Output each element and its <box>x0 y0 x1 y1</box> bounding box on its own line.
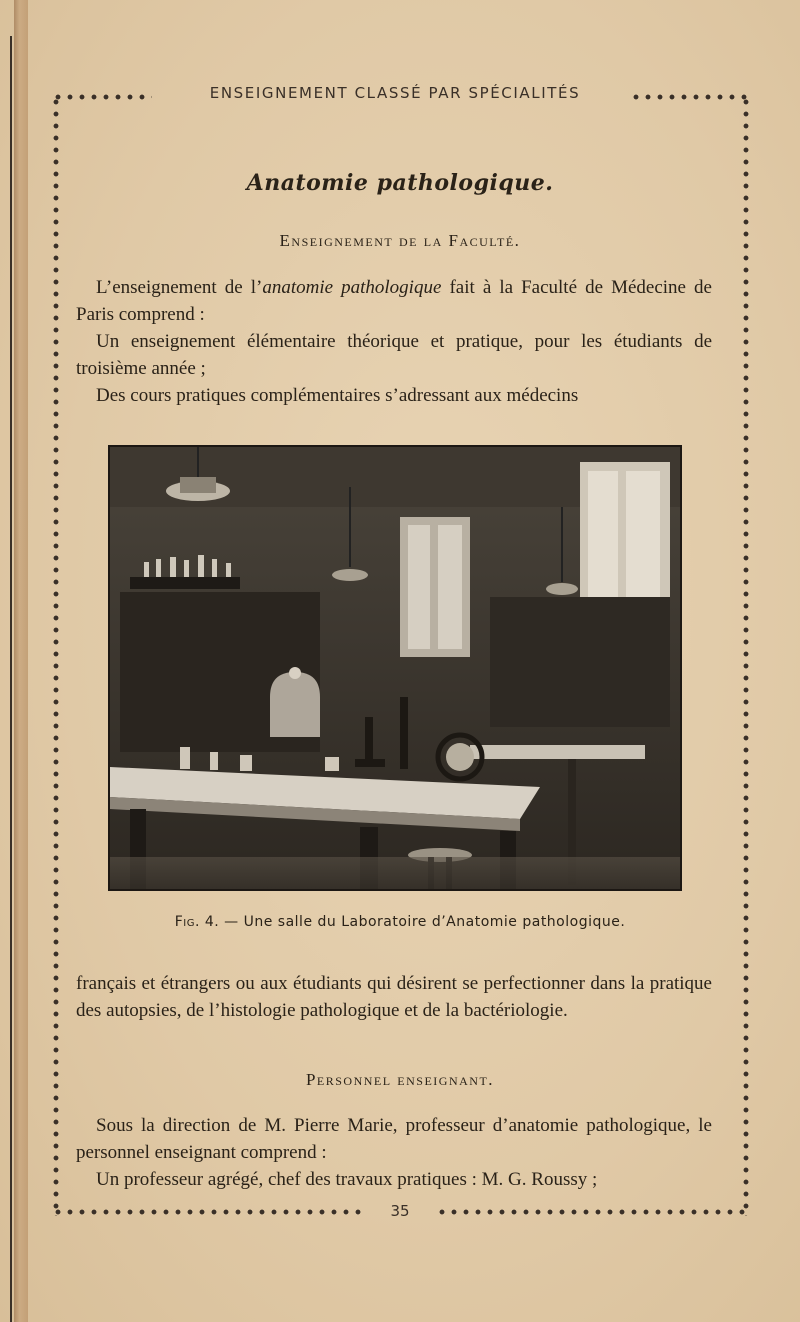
laboratory-illustration <box>110 447 680 889</box>
intro-italic: anatomie pathologique <box>262 277 442 298</box>
border-right <box>742 96 750 1216</box>
figure-caption-text: — Une salle du Laboratoire d’Anatomie pathologique. <box>219 914 626 930</box>
personnel-text <box>76 1112 712 1193</box>
border-top-right <box>630 93 750 101</box>
intro-suffix: fait à la Faculté de Médecine de Paris comprend : <box>76 277 712 325</box>
page-number: 35 <box>390 1202 410 1220</box>
intro-text <box>76 274 712 409</box>
paragraph-courses-start: Des cours pratiques complémentaires s’adressant aux médecins <box>96 385 579 406</box>
laboratory-photograph <box>108 445 682 891</box>
book-spine <box>14 0 28 1322</box>
intro-prefix: L’enseignement de l’ <box>96 277 263 298</box>
personnel-subhead: Personnel enseignant. <box>305 1070 495 1089</box>
border-bottom-right <box>436 1208 750 1216</box>
spine-edge-line <box>0 36 12 1322</box>
running-head: ENSEIGNEMENT CLASSÉ PAR SPÉCIALITÉS <box>209 84 581 102</box>
paragraph-elementary: Un enseignement élémentaire théorique et pratique, pour les étudiants de troisième année ; <box>76 331 712 379</box>
border-bottom-left <box>52 1208 364 1216</box>
figure-label: Fig. 4. <box>174 914 220 930</box>
faculty-subhead: Enseignement de la Faculté. <box>279 231 521 250</box>
paragraph-intro <box>76 274 712 328</box>
section-title: Anatomie pathologique. <box>246 170 554 196</box>
border-left <box>52 96 60 1216</box>
figure-caption <box>0 914 800 930</box>
border-top-left <box>52 93 152 101</box>
paragraph-agrege: Un professeur agrégé, chef des travaux pratiques : M. G. Roussy ; <box>96 1169 598 1190</box>
courses-continuation <box>76 970 712 1024</box>
paragraph-courses-continuation: français et étrangers ou aux étudiants qui désirent se perfectionner dans la pratique des autopsies, de l’histologie pathologique et de la bactériologie. <box>76 973 712 1021</box>
paragraph-direction: Sous la direction de M. Pierre Marie, professeur d’anatomie pathologique, le personnel enseignant comprend : <box>76 1115 712 1163</box>
